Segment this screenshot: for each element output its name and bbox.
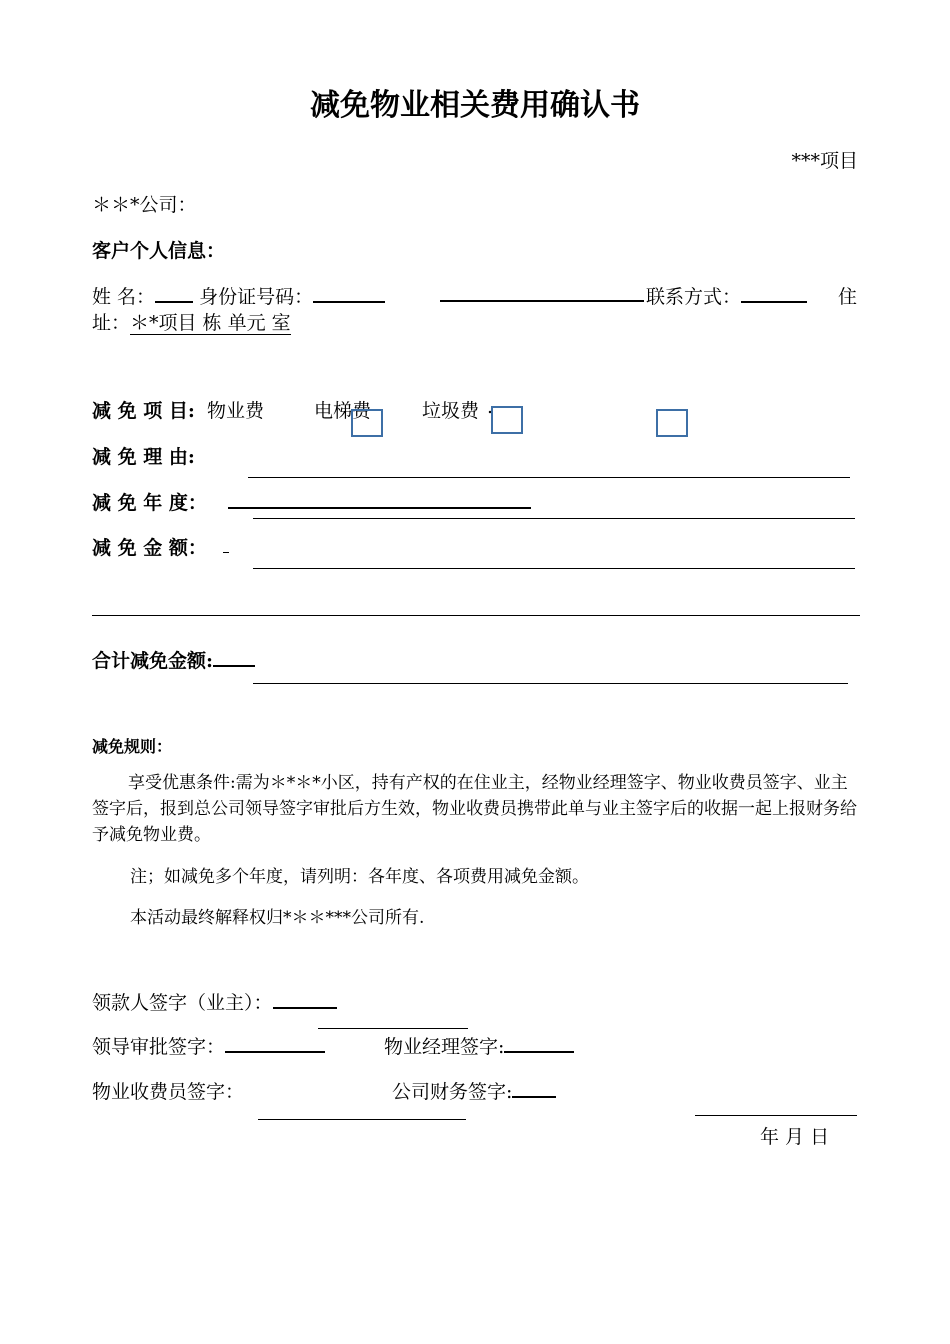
finance-signature-label: 公司财务签字: — [392, 1081, 513, 1103]
waiver-reason-label: 减 免 理 由: — [92, 446, 195, 468]
leader-approval-field[interactable] — [225, 1033, 325, 1053]
waiver-amount-line[interactable] — [253, 568, 855, 569]
waiver-items-row — [92, 396, 195, 423]
collector-signature-line[interactable] — [258, 1119, 466, 1120]
waiver-amount-field[interactable] — [223, 552, 229, 553]
garbage-fee-checkbox[interactable] — [656, 409, 688, 437]
contact-field-row — [646, 282, 807, 309]
recipient-signature-line[interactable] — [318, 1028, 468, 1029]
rules-heading: 减免规则： — [92, 737, 173, 756]
elevator-fee-checkbox[interactable] — [491, 406, 523, 434]
total-waiver-row — [92, 646, 255, 673]
manager-signature-row — [384, 1032, 574, 1059]
leader-signature-row — [92, 1032, 325, 1059]
rules-note: 注；如减免多个年度，请列明：各年度、各项费用减免金额。 — [130, 867, 589, 887]
item-elevator-fee: 电梯费 — [314, 400, 372, 422]
name-field[interactable] — [155, 283, 193, 303]
waiver-year-field[interactable] — [228, 507, 531, 509]
contact-field[interactable] — [741, 283, 807, 303]
address-field[interactable]: ＊*项目 栋 单元 室 — [130, 312, 291, 334]
finance-signature-row — [392, 1077, 556, 1104]
waiver-year-label: 减 免 年 度： — [92, 492, 207, 514]
rules-final: 本活动最终解释权归*＊＊***公司所有. — [130, 908, 425, 928]
collector-signature-label: 物业收费员签字： — [92, 1081, 245, 1103]
recipient-signature-row — [92, 988, 337, 1015]
waiver-reason-line[interactable] — [248, 477, 850, 478]
contact-label: 联系方式： — [646, 286, 742, 308]
customer-info-heading: 客户个人信息： — [92, 240, 226, 262]
recipient-signature-label: 领款人签字（业主）： — [92, 992, 273, 1014]
name-label: 姓 名： — [92, 286, 156, 308]
manager-signature-field[interactable] — [504, 1033, 574, 1053]
total-waiver-field[interactable] — [213, 647, 255, 667]
items-trailing-period: . — [487, 396, 494, 418]
address-label-part2: 址： — [92, 312, 131, 334]
waiver-amount-label: 减 免 金 额： — [92, 537, 207, 559]
name-field-row — [92, 282, 385, 309]
item-property-fee: 物业费 — [207, 400, 265, 422]
company-salutation: ＊＊*公司： — [92, 194, 197, 216]
item-garbage-fee: 垃圾费 — [422, 400, 480, 422]
id-number-label: 身份证号码： — [199, 286, 314, 308]
id-number-field-extension[interactable] — [440, 282, 644, 302]
document-title: 减免物业相关费用确认书 — [310, 88, 640, 123]
date-label: 年 月 日 — [760, 1126, 830, 1148]
manager-signature-label: 物业经理签字: — [384, 1036, 505, 1058]
waiver-year-line[interactable] — [253, 518, 855, 519]
date-line[interactable] — [695, 1115, 857, 1116]
project-tag: ***项目 — [791, 150, 858, 172]
finance-signature-field[interactable] — [512, 1078, 556, 1098]
address-row — [92, 308, 291, 335]
leader-approval-label: 领导审批签字： — [92, 1036, 226, 1058]
address-label-part1: 住 — [838, 286, 858, 308]
section-divider — [92, 615, 860, 616]
waiver-items-label: 减 免 项 目: — [92, 400, 195, 422]
total-waiver-line[interactable] — [253, 683, 848, 684]
rules-paragraph: 享受优惠条件:需为＊*＊*小区，持有产权的在住业主，经物业经理签字、物业收费员签字、业主签字后，报到总公司领导签字审批后方生效，物业收费员携带此单与业主签字后的收据一起上报财务给予减免物业费。 — [92, 773, 857, 845]
id-number-field[interactable] — [313, 283, 385, 303]
recipient-signature-field[interactable] — [273, 989, 337, 1009]
property-fee-checkbox[interactable] — [351, 409, 383, 437]
total-waiver-label: 合计减免金额: — [92, 650, 214, 672]
